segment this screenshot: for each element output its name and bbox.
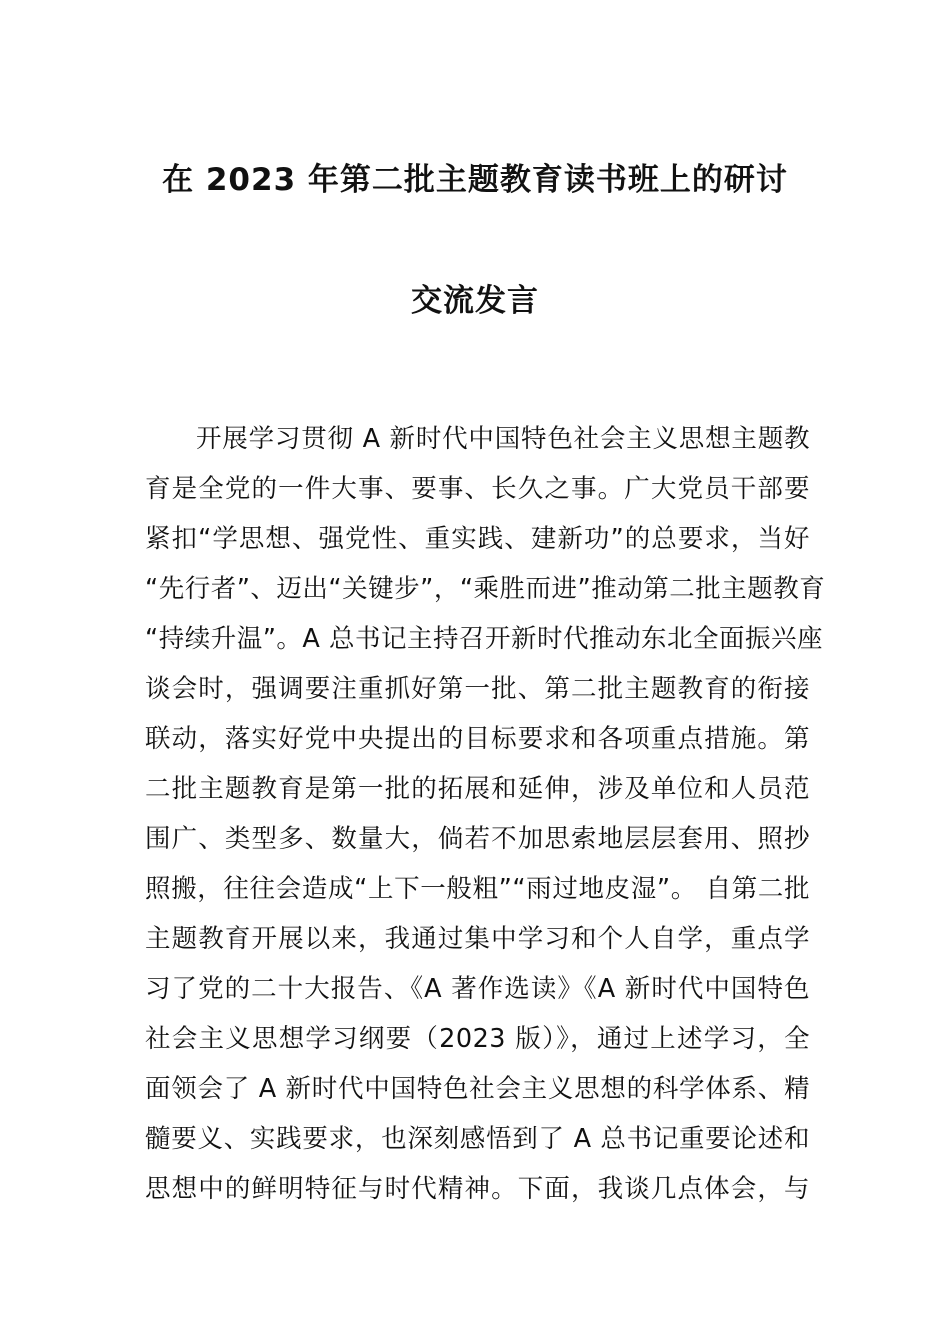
body-line: 围广、类型多、数量大，倘若不加思索地层层套用、照抄	[145, 824, 810, 854]
body-line: 照搬，往往会造成“上下一般粗”“雨过地皮湿”。 自第二批	[145, 874, 810, 904]
body-line: 髓要义、实践要求，也深刻感悟到了 A 总书记重要论述和	[145, 1124, 810, 1154]
body-line: 主题教育开展以来，我通过集中学习和个人自学，重点学	[145, 924, 810, 954]
body-line: 谈会时，强调要注重抓好第一批、第二批主题教育的衔接	[145, 674, 810, 704]
body-line: “先行者”、迈出“关键步”，“乘胜而进”推动第二批主题教育	[145, 574, 826, 604]
body-line: 面领会了 A 新时代中国特色社会主义思想的科学体系、精	[145, 1074, 810, 1104]
body-line: 育是全党的一件大事、要事、长久之事。广大党员干部要	[145, 474, 810, 504]
body-line: “持续升温”。A 总书记主持召开新时代推动东北全面振兴座	[145, 624, 823, 654]
document-title-line-2: 交流发言	[411, 283, 539, 319]
body-line: 联动，落实好党中央提出的目标要求和各项重点措施。第	[145, 724, 810, 754]
body-line: 紧扣“学思想、强党性、重实践、建新功”的总要求，当好	[145, 524, 810, 554]
document-title-line-1: 在 2023 年第二批主题教育读书班上的研讨	[162, 162, 788, 198]
body-line: 开展学习贯彻 A 新时代中国特色社会主义思想主题教	[196, 424, 810, 454]
body-line: 二批主题教育是第一批的拓展和延伸，涉及单位和人员范	[145, 774, 810, 804]
body-line: 思想中的鲜明特征与时代精神。下面，我谈几点体会，与	[145, 1174, 810, 1204]
body-line: 社会主义思想学习纲要（2023 版）》，通过上述学习，全	[145, 1024, 810, 1054]
body-line: 习了党的二十大报告、《A 著作选读》《A 新时代中国特色	[145, 974, 810, 1004]
